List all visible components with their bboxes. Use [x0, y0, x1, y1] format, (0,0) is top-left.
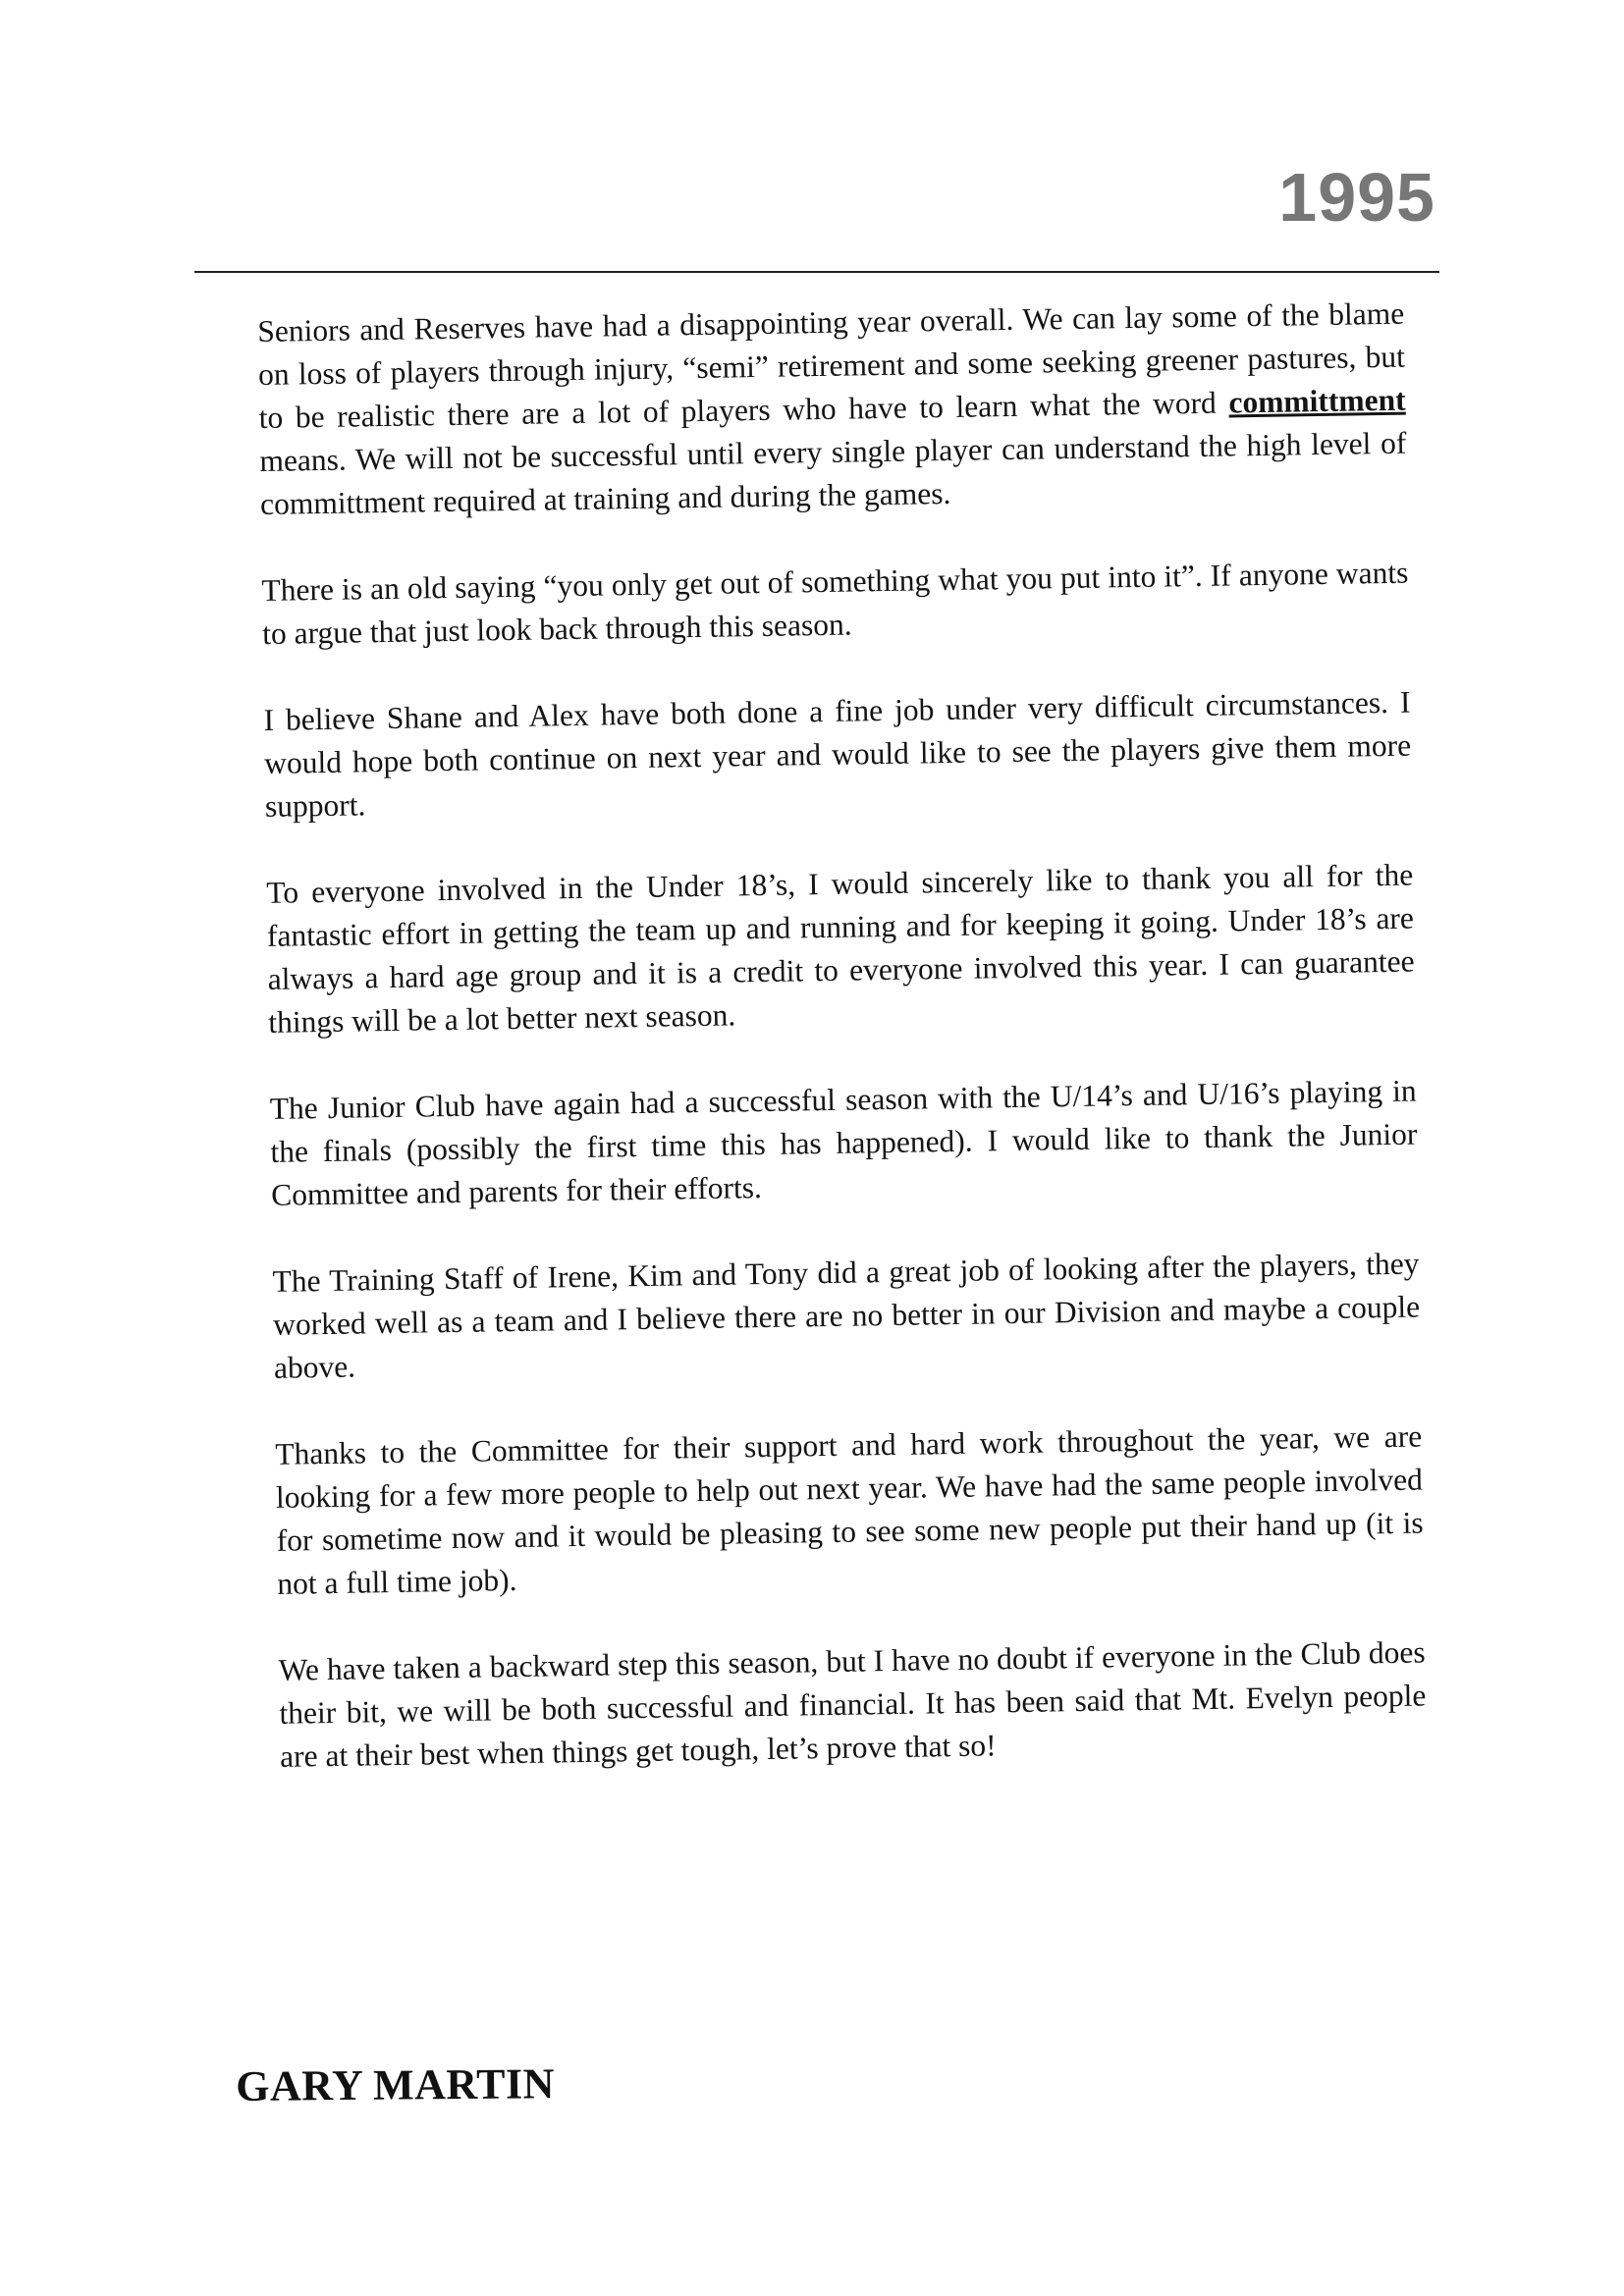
paragraph-closing: We have taken a backward step this season, but I have no doubt if everyone in the Club does their bit, we will be both successful and financial. It has been said that Mt. Evelyn people are at their best when things get tough, let’s prove that so!	[278, 1634, 1427, 1774]
signature-name: GARY MARTIN	[236, 2059, 556, 2110]
header-divider	[194, 271, 1439, 273]
paragraph-text: Seniors and Reserves have had a disappointing year overall. We can lay some of the blame on loss of players through injury, “semi” retirement and some seeking greener pastures, but to be realistic there are a lot of players who have to learn what the word	[257, 295, 1406, 435]
paragraph-training-staff: The Training Staff of Irene, Kim and Tony did a great job of looking after the players, they worked well as a team and I believe there are no better in our Division and maybe a couple above.	[272, 1246, 1421, 1385]
report-body	[257, 293, 1427, 1779]
page-year-heading: 1995	[1278, 159, 1435, 236]
paragraph-old-saying: There is an old saying “you only get out of something what you put into it”. If anyone wants to argue that just look back through this season.	[261, 555, 1409, 651]
paragraph-seniors-reserves	[257, 293, 1407, 526]
paragraph-text: means. We will not be successful until every single player can understand the high level of committment required at training and during the games.	[259, 425, 1407, 521]
paragraph-committee: Thanks to the Committee for their support and hard work throughout the year, we are looking for a few more people to help out next year. We have had the same people involved for sometime now and it would be pleasing to see some new people put their hand up (it is not a full time job).	[275, 1418, 1424, 1601]
emphasized-word: committment	[1228, 382, 1406, 420]
paragraph-under-18s: To everyone involved in the Under 18’s, I would sincerely like to thank you all for the fantastic effort in getting the team up and running and for keeping it going. Under 18’s are always a hard age group and it is a credit to everyone involved this year. I can guarantee things will be a lot better next season.	[266, 857, 1415, 1040]
paragraph-coaches: I believe Shane and Alex have both done a fine job under very difficult circumstances. I would hope both continue on next year and would like to see the players give them more support.	[263, 684, 1412, 824]
paragraph-junior-club: The Junior Club have again had a successful season with the U/14’s and U/16’s playing in the finals (possibly the first time this has happened). I would like to thank the Junior Committee and parents for their efforts.	[269, 1073, 1418, 1212]
